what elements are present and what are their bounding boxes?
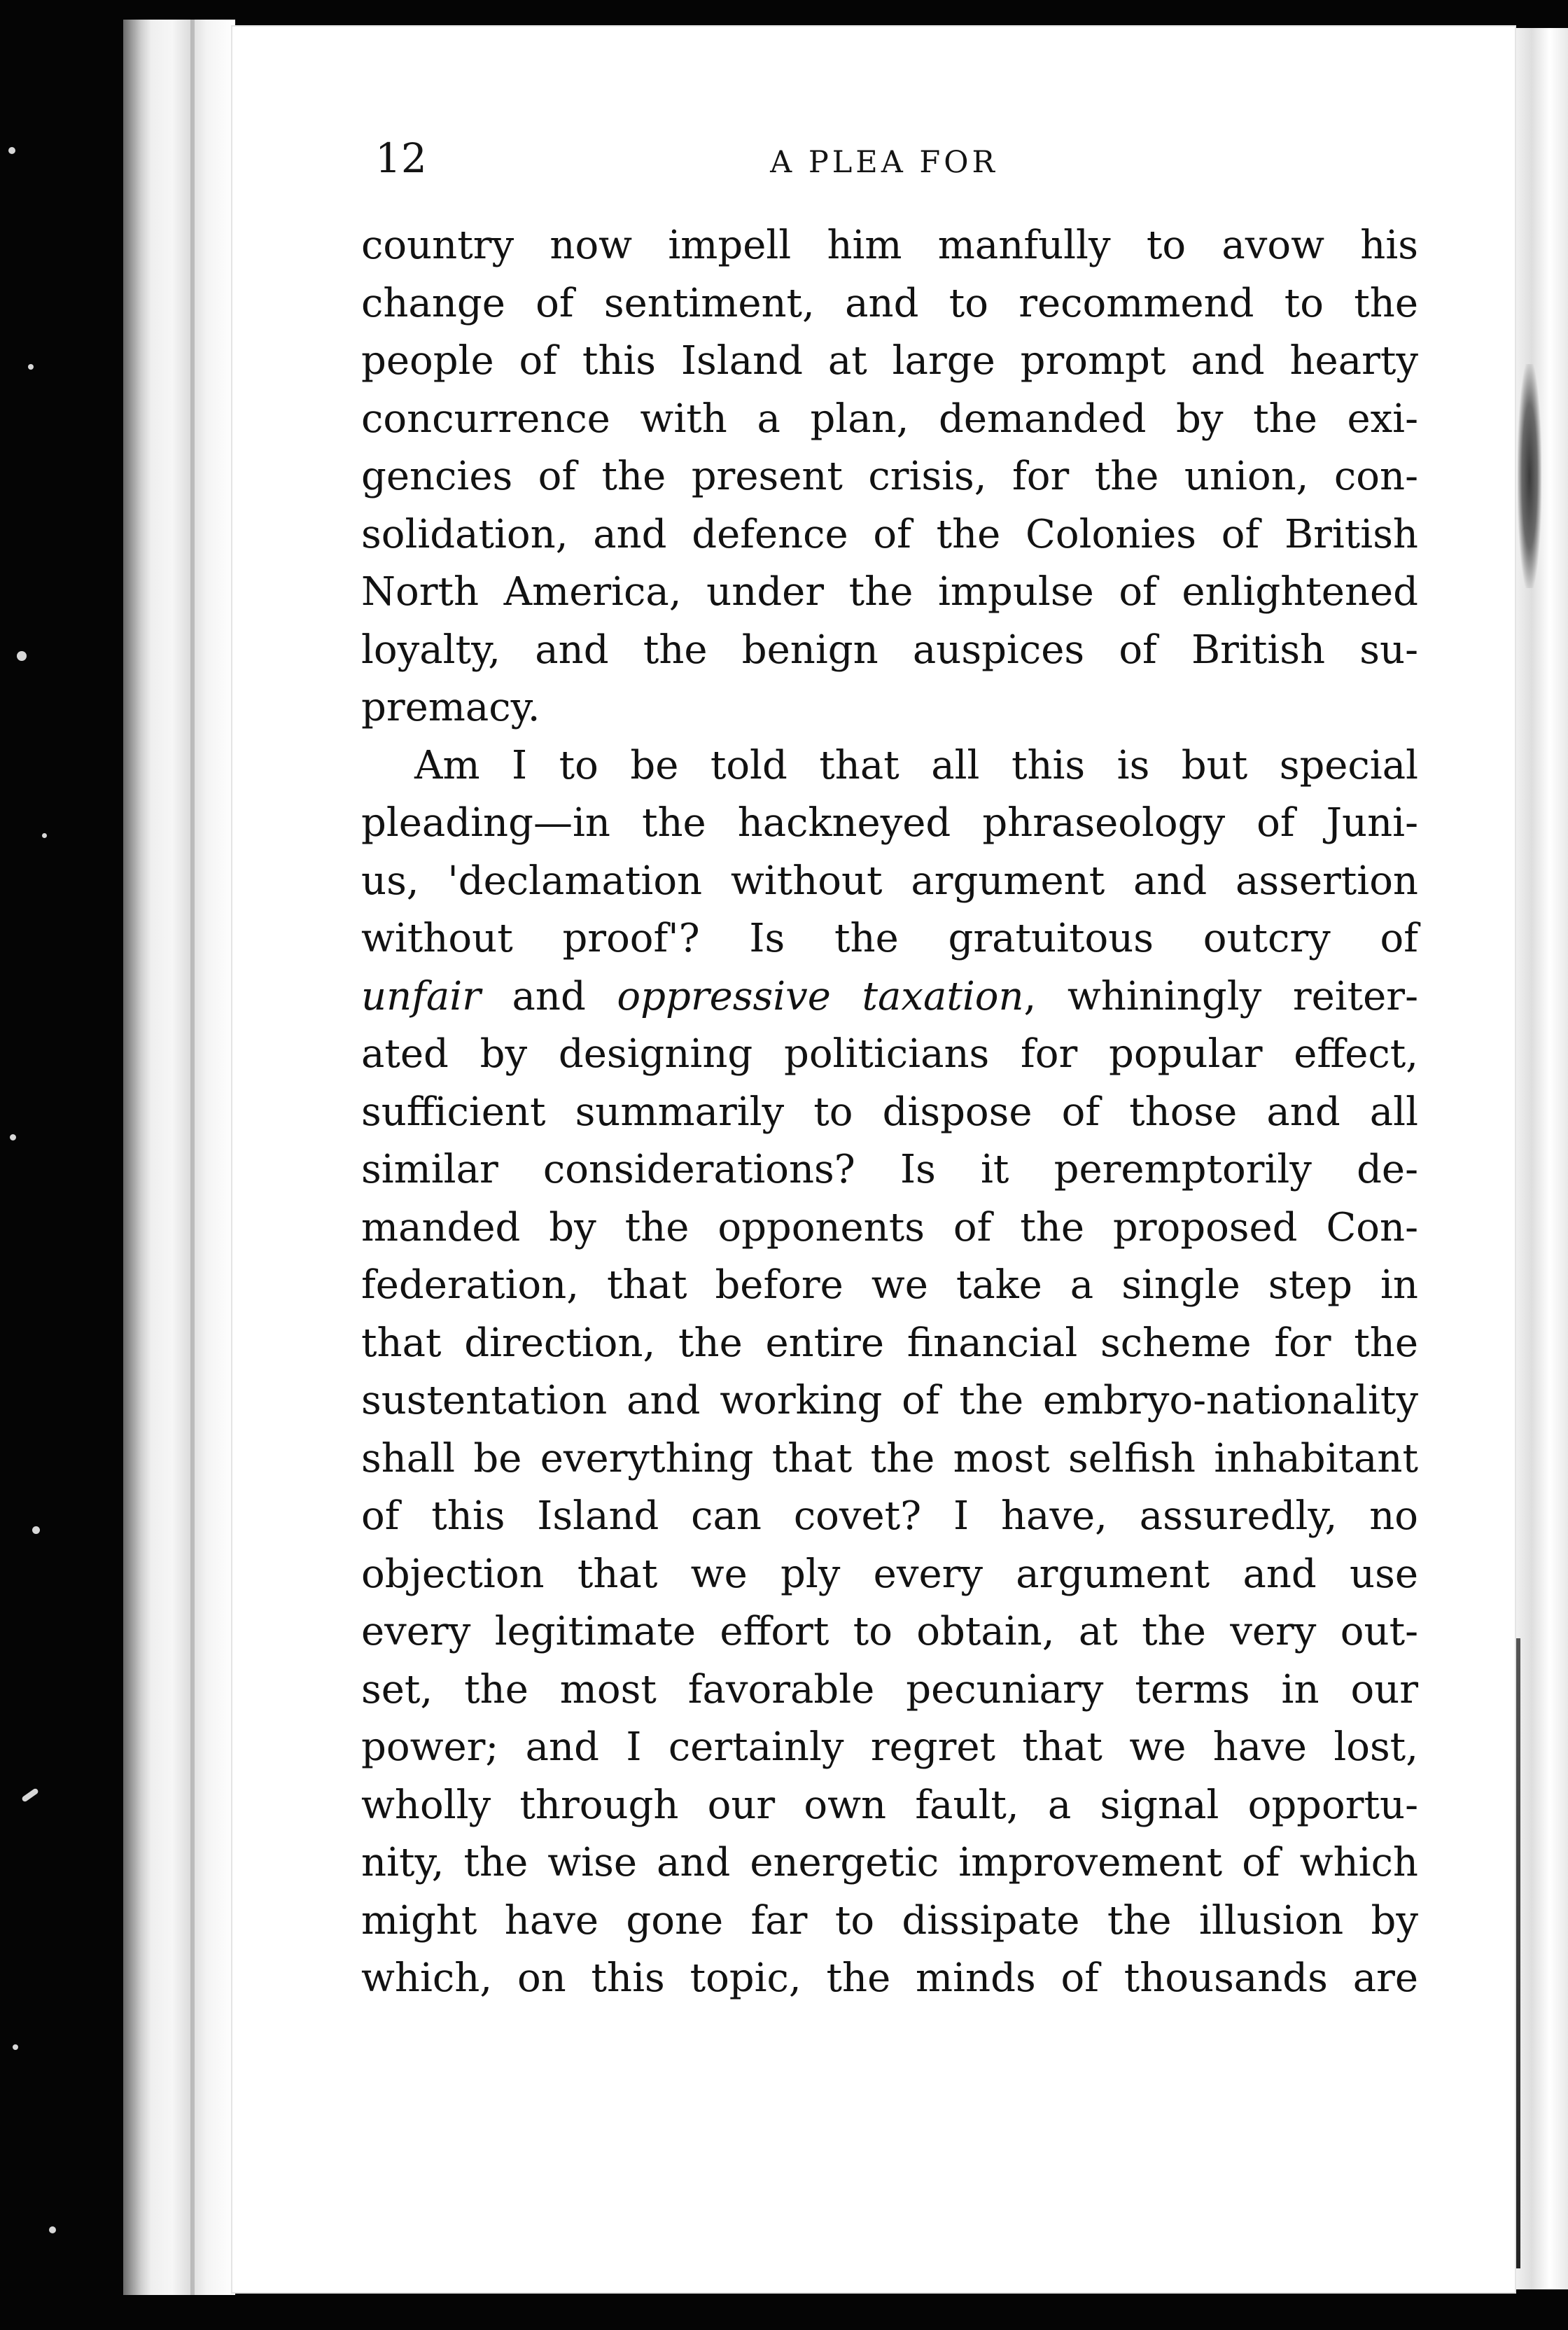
text-line: gencies of the present crisis, for the union, con-: [361, 454, 1418, 499]
scan-speck: [32, 1526, 40, 1534]
italic-phrase: oppressive taxation: [617, 973, 1024, 1019]
text-line: which, on this topic, the minds of thousands are: [361, 1955, 1418, 2001]
text-line-italic-mixed: [361, 968, 1418, 1026]
text-line: of this Island can covet? I have, assuredly, no: [361, 1493, 1418, 1539]
right-page-edge: [1515, 28, 1568, 2289]
text-line: sufficient summarily to dispose of those and all: [361, 1089, 1418, 1135]
body-text: [361, 217, 1418, 2008]
text-line: people of this Island at large prompt and hearty: [361, 338, 1418, 384]
text-line: solidation, and defence of the Colonies of British: [361, 511, 1418, 557]
scan-speck: [28, 364, 34, 370]
text-line: power; and I certainly regret that we have lost,: [361, 1724, 1418, 1770]
text-line: shall be everything that the most selfish inhabitant: [361, 1435, 1418, 1481]
italic-phrase: unfair: [361, 973, 481, 1019]
text-line: nity, the wise and energetic improvement of which: [361, 1840, 1418, 1885]
scan-speck: [13, 2044, 18, 2050]
text-fragment: and: [480, 973, 617, 1019]
text-line: us, 'declamation without argument and assertion: [361, 858, 1418, 904]
text-line: might have gone far to dissipate the illusion by: [361, 1897, 1418, 1944]
book-page: [231, 25, 1516, 2294]
page-edge-stack: [123, 20, 235, 2295]
text-line: every legitimate effort to obtain, at the very out-: [361, 1609, 1418, 1654]
page-header: [231, 130, 1516, 186]
text-line: sustentation and working of the embryo-nationality: [361, 1378, 1418, 1423]
text-line: change of sentiment, and to recommend to the: [361, 280, 1418, 326]
text-line: North America, under the impulse of enlightened: [361, 569, 1418, 615]
scan-speck: [8, 147, 15, 154]
text-line: federation, that before we take a single step in: [361, 1262, 1418, 1308]
scan-speck: [10, 1134, 16, 1140]
text-line: manded by the opponents of the proposed Con-: [361, 1204, 1418, 1250]
scan-speck: [17, 651, 27, 661]
text-line: wholly through our own fault, a signal opportu-: [361, 1782, 1418, 1828]
scan-speck: [49, 2226, 56, 2233]
text-line: country now impell him manfully to avow his: [361, 223, 1418, 268]
text-line: premacy.: [361, 685, 540, 730]
running-title: A PLEA FOR: [770, 145, 998, 180]
text-line: that direction, the entire financial scheme for the: [361, 1320, 1418, 1366]
scan-speck: [42, 833, 47, 838]
text-fragment: , whiningly reiter-: [1023, 973, 1418, 1019]
text-line: loyalty, and the benign auspices of British su-: [361, 627, 1418, 673]
text-line: without proof'? Is the gratuitous outcry of: [361, 916, 1418, 961]
scan-speck: [21, 1787, 39, 1802]
text-line: Am I to be told that all this is but special: [414, 742, 1418, 788]
text-line: pleading—in the hackneyed phraseology of Juni-: [361, 800, 1418, 846]
page-number: 12: [375, 134, 427, 182]
text-line: set, the most favorable pecuniary terms in our: [361, 1666, 1418, 1712]
text-line: objection that we ply every argument and use: [361, 1551, 1418, 1597]
text-line: concurrence with a plan, demanded by the exi-: [361, 396, 1418, 442]
text-line: ated by designing politicians for popular effect,: [361, 1031, 1418, 1077]
text-line: similar considerations? Is it peremptorily de-: [361, 1147, 1418, 1192]
